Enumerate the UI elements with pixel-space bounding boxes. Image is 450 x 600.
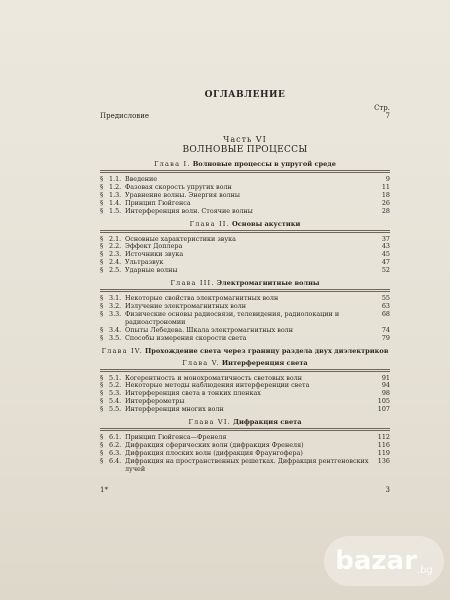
toc-entry <box>100 208 390 216</box>
chapter-name: Электромагнитные волны <box>216 279 320 288</box>
entry-number: 6.2. <box>109 440 122 449</box>
section-sign: § <box>100 258 104 267</box>
section-sign: § <box>100 381 104 390</box>
entry-title: Интерференция волн. Стоячие волны <box>125 206 253 215</box>
chapter-heading <box>100 359 390 367</box>
chapter-name: Волновые процессы в упругой среде <box>192 160 336 168</box>
entry-page: 45 <box>381 250 390 259</box>
entry-number: 6.3. <box>109 448 122 457</box>
section-sign: § <box>100 242 104 251</box>
entry-page: 98 <box>381 389 390 398</box>
entry-title: Дифракция плоских волн (дифракция Фраунгофера) <box>125 448 303 457</box>
entry-number: 5.4. <box>109 397 122 406</box>
signature-mark: 1* <box>100 485 108 494</box>
chapter-prefix: Глава IV. <box>101 346 143 355</box>
entry-title: Опыты Лебедева. Шкала электромагнитных волн <box>125 325 293 334</box>
entry-page: 63 <box>381 301 390 310</box>
preface-page: 7 <box>385 112 390 120</box>
entry-number: 2.1. <box>109 234 122 243</box>
entry-page: 112 <box>377 433 390 442</box>
chapter-prefix: Глава I. <box>154 160 191 168</box>
section-sign: § <box>100 309 104 318</box>
entry-title: Дифракция на пространственных решетках. Дифракция рентгеновских лучей <box>125 456 369 473</box>
entry-number: 2.2. <box>109 242 122 251</box>
entry-page: 47 <box>381 258 390 267</box>
entry-number: 5.2. <box>109 381 122 390</box>
preface-text: Предисловие <box>100 112 150 120</box>
entry-number: 1.2. <box>109 182 122 191</box>
entry-page: 11 <box>381 182 390 191</box>
entry-title: Когерентность и монохроматичность световых волн <box>125 373 303 382</box>
chapter-heading <box>100 347 390 355</box>
entry-title: Фазовая скорость упругих волн <box>125 182 232 191</box>
chapter-name: Интерференция света <box>221 358 308 367</box>
page-column-label: Стр. <box>374 104 390 112</box>
entry-number: 3.1. <box>109 294 122 303</box>
entry-page: 9 <box>385 175 390 183</box>
chapter-rule <box>100 428 390 431</box>
part-subtitle: ВОЛНОВЫЕ ПРОЦЕССЫ <box>182 145 308 155</box>
entry-page: 74 <box>381 325 390 334</box>
page-number: 3 <box>385 485 390 494</box>
section-sign: § <box>100 325 104 334</box>
chapter-name: Прохождение света через границу раздела двух диэлектриков <box>145 346 389 355</box>
section-sign: § <box>100 294 104 303</box>
entry-title: Интерференция света в тонких пленках <box>125 389 261 398</box>
section-sign: § <box>100 190 104 199</box>
entry-page: 79 <box>381 333 390 342</box>
chapter-prefix: Глава II. <box>189 219 230 228</box>
entry-number: 5.3. <box>109 389 122 398</box>
entry-page: 107 <box>377 405 390 414</box>
chapter-rule <box>100 170 390 173</box>
section-sign: § <box>100 266 104 275</box>
chapter-name: Дифракция света <box>233 418 302 427</box>
entry-page: 94 <box>381 381 390 390</box>
chapter-prefix: Глава V. <box>182 358 220 367</box>
chapter-rule <box>100 289 390 292</box>
entry-number: 3.5. <box>109 333 122 342</box>
entry-page: 105 <box>377 397 390 406</box>
watermark-brand: bazar <box>335 546 417 576</box>
entry-title: Эффект Доплера <box>125 242 183 251</box>
entry-title: Ультразвук <box>125 258 164 267</box>
entry-number: 6.1. <box>109 433 122 442</box>
toc-entry <box>100 406 390 414</box>
chapter-rule <box>100 369 390 372</box>
entry-number: 5.1. <box>109 373 122 382</box>
toc-title: ОГЛАВЛЕНИЕ <box>204 90 286 100</box>
entry-number: 3.4. <box>109 325 122 334</box>
section-sign: § <box>100 333 104 342</box>
entry-page: 26 <box>381 198 390 207</box>
section-sign: § <box>100 440 104 449</box>
section-sign: § <box>100 175 104 183</box>
entry-page: 55 <box>381 294 390 303</box>
watermark-tld: .bg <box>416 565 433 576</box>
entry-page: 28 <box>381 206 390 215</box>
entry-number: 2.4. <box>109 258 122 267</box>
entry-title: Уравнение волны. Энергия волны <box>125 190 240 199</box>
entry-title: Дифракция сферических волн (дифракция Френеля) <box>125 440 304 449</box>
section-sign: § <box>100 389 104 398</box>
section-sign: § <box>100 182 104 191</box>
entry-title: Некоторые свойства электромагнитных волн <box>125 294 279 303</box>
entry-page: 116 <box>377 440 390 449</box>
entry-number: 2.3. <box>109 250 122 259</box>
entry-number: 5.5. <box>109 405 122 414</box>
entry-title: Источники звука <box>125 250 184 259</box>
entry-number: 2.5. <box>109 266 122 275</box>
entry-title: Излучение электромагнитных волн <box>125 301 247 310</box>
entry-title: Интерферометры <box>125 397 185 406</box>
toc-entry <box>100 458 390 474</box>
chapter-heading <box>100 279 390 287</box>
chapter-heading <box>100 418 390 426</box>
section-sign: § <box>100 448 104 457</box>
part-title: Часть VI <box>223 135 267 144</box>
chapter-prefix: Глава VI. <box>188 418 231 427</box>
section-sign: § <box>100 456 104 465</box>
entry-title: Физические основы радиосвязи, телевидения, радиолокации и радиоастрономии <box>125 309 340 326</box>
entry-page: 119 <box>377 448 390 457</box>
entry-page: 52 <box>381 266 390 275</box>
entry-number: 1.5. <box>109 206 122 215</box>
entry-title: Некоторые методы наблюдения интерференции света <box>125 381 310 390</box>
watermark-logo <box>324 536 444 586</box>
entry-number: 1.4. <box>109 198 122 207</box>
entry-page: 18 <box>381 190 390 199</box>
toc-entry <box>100 267 390 275</box>
section-sign: § <box>100 234 104 243</box>
chapter-list <box>100 160 390 474</box>
entry-title: Интерференция многих волн <box>125 405 224 414</box>
entry-title: Основные характеристики звука <box>125 234 236 243</box>
chapter-prefix: Глава III. <box>170 279 215 288</box>
entry-title: Принцип Гюйгенса <box>125 198 191 207</box>
section-sign: § <box>100 405 104 414</box>
preface-row <box>100 112 390 121</box>
entry-number: 6.4. <box>109 456 122 465</box>
entry-number: 1.3. <box>109 190 122 199</box>
section-sign: § <box>100 397 104 406</box>
chapter-heading <box>100 160 390 168</box>
chapter-name: Основы акустики <box>232 219 301 228</box>
entry-number: 3.2. <box>109 301 122 310</box>
page-footer <box>100 486 390 494</box>
chapter-rule <box>100 230 390 233</box>
section-sign: § <box>100 206 104 215</box>
section-sign: § <box>100 373 104 382</box>
entry-title: Способы измерения скорости света <box>125 333 247 342</box>
section-sign: § <box>100 198 104 207</box>
entry-title: Введение <box>125 175 158 183</box>
entry-page: 136 <box>377 456 390 465</box>
section-sign: § <box>100 433 104 442</box>
entry-page: 68 <box>381 309 390 318</box>
table-of-contents <box>100 90 390 494</box>
entry-page: 43 <box>381 242 390 251</box>
entry-page: 91 <box>381 373 390 382</box>
toc-entry <box>100 311 390 327</box>
section-sign: § <box>100 301 104 310</box>
entry-title: Ударные волны <box>125 266 178 275</box>
chapter-heading <box>100 220 390 228</box>
toc-entry <box>100 335 390 343</box>
section-sign: § <box>100 250 104 259</box>
entry-page: 37 <box>381 234 390 243</box>
entry-number: 1.1. <box>109 175 122 183</box>
entry-number: 3.3. <box>109 309 122 318</box>
entry-title: Принцип Гюйгенса—Френеля <box>125 433 227 442</box>
